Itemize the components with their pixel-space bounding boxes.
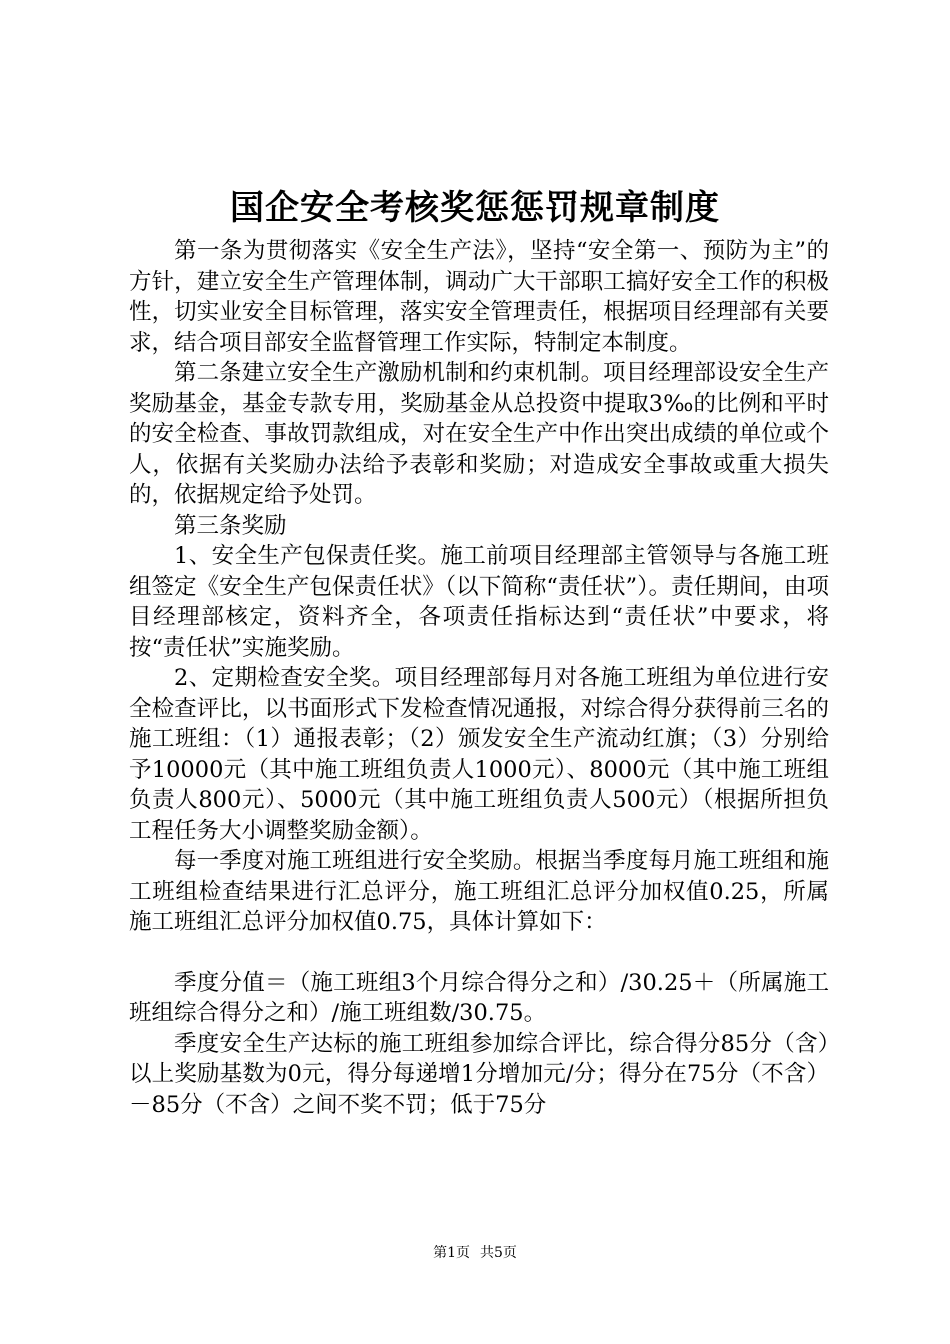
document-body xyxy=(129,236,829,1120)
paragraph-article-2: 第二条建立安全生产激励机制和约束机制。项目经理部设安全生产奖励基金，基金专款专用，奖励基金从总投资中提取3‰的比例和平时的安全检查、事故罚款组成，对在安全生产中作出突出成绩的单位或个人，依据有关奖励办法给予表彰和奖励；对造成安全事故或重大损失的，依据规定给予处罚。 xyxy=(129,360,829,508)
paragraph-formula: 季度分值＝（施工班组3个月综合得分之和）/30.25＋（所属施工班组综合得分之和）/施工班组数/30.75。 xyxy=(129,969,829,1026)
document-title: 国企安全考核奖惩惩罚规章制度 xyxy=(230,188,720,228)
paragraph-article-1: 第一条为贯彻落实《安全生产法》，坚持“安全第一、预防为主”的方针，建立安全生产管理体制，调动广大干部职工搞好安全工作的积极性，切实业安全目标管理，落实安全管理责任，根据项目经理部有关要求，结合项目部安全监督管理工作实际，特制定本制度。 xyxy=(129,238,829,356)
paragraph-item-2: 2、定期检查安全奖。项目经理部每月对各施工班组为单位进行安全检查评比，以书面形式下发检查情况通报，对综合得分获得前三名的施工班组：（1）通报表彰；（2）颁发安全生产流动红旗；（3）分别给予10000元（其中施工班组负责人1000元）、8000元（其中施工班组负责人800元）、5000元（其中施工班组负责人500元）（根据所担负工程任务大小调整奖励金额）。 xyxy=(129,665,829,844)
paragraph-item-1: 1、安全生产包保责任奖。施工前项目经理部主管领导与各施工班组签定《安全生产包保责任状》（以下简称“责任状”）。责任期间，由项目经理部核定，资料齐全，各项责任指标达到“责任状”中要求，将按“责任状”实施奖励。 xyxy=(129,543,829,661)
paragraph-quarterly-reward: 每一季度对施工班组进行安全奖励。根据当季度每月施工班组和施工班组检查结果进行汇总评分，施工班组汇总评分加权值0.25，所属施工班组汇总评分加权值0.75，具体计算如下： xyxy=(129,848,829,935)
paragraph-quarterly-evaluation: 季度安全生产达标的施工班组参加综合评比，综合得分85分（含）以上奖励基数为0元，得分每递增1分增加元/分；得分在75分（不含）－85分（不含）之间不奖不罚；低于75分 xyxy=(129,1030,829,1118)
page-total: 共5页 xyxy=(480,1245,517,1261)
page-number: 第1页 xyxy=(433,1245,470,1261)
page-footer xyxy=(0,1243,950,1263)
paragraph-article-3-heading: 第三条奖励 xyxy=(174,512,287,539)
